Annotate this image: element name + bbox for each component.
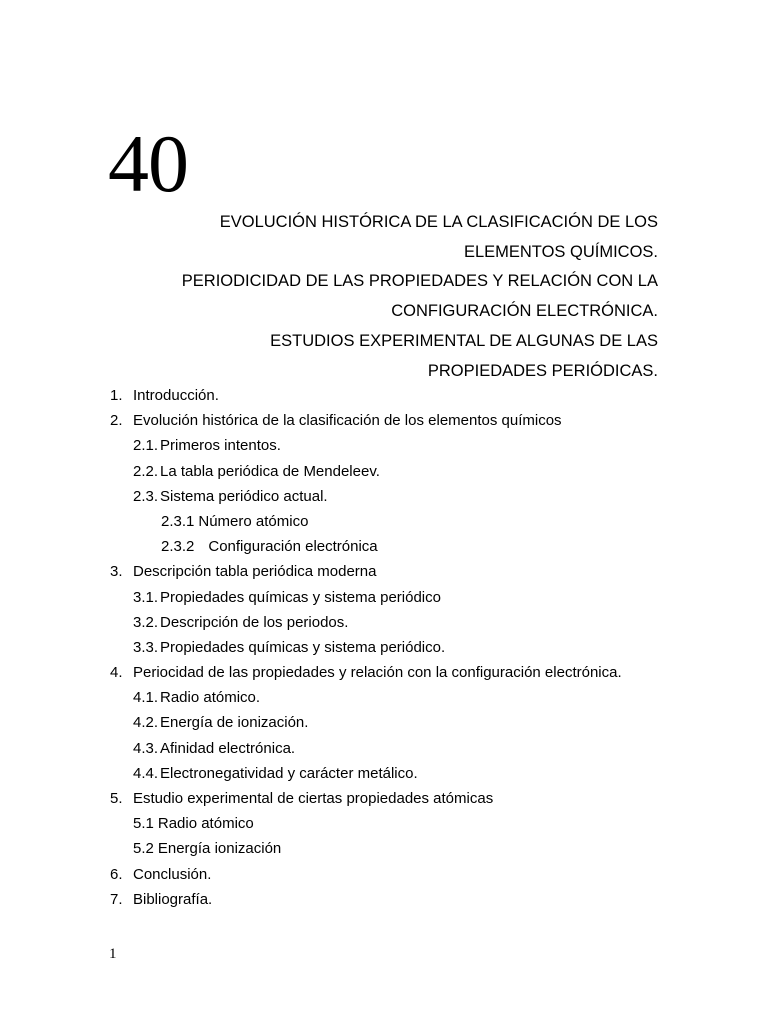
- toc-item-number: 3.3.: [133, 638, 159, 656]
- toc-subitem: [110, 736, 710, 761]
- toc-item-number: 3.: [110, 563, 123, 581]
- toc-item-number: 3.2.: [133, 613, 159, 631]
- toc-subitem: [110, 484, 710, 509]
- toc-item: [110, 559, 710, 584]
- toc-subitem: [110, 685, 710, 710]
- toc-item-number: 5.2: [133, 840, 154, 858]
- toc-item-number: 3.1.: [133, 588, 159, 606]
- toc-item-number: 7.: [110, 890, 123, 908]
- document-title: [110, 208, 658, 386]
- toc-item: [110, 862, 710, 887]
- toc-item-text: Propiedades químicas y sistema periódico: [160, 588, 441, 606]
- toc-item-text: Configuración electrónica: [208, 538, 378, 556]
- toc-subitem: [110, 761, 710, 786]
- toc-item: [110, 383, 710, 408]
- toc-item-text: Sistema periódico actual.: [160, 487, 328, 505]
- title-line: CONFIGURACIÓN ELECTRÓNICA.: [391, 302, 658, 321]
- toc-item-text: Introducción.: [133, 387, 219, 404]
- toc-subitem: [110, 836, 710, 861]
- toc-item-text: Energía de ionización.: [160, 714, 309, 732]
- toc-subitem: [110, 635, 710, 660]
- title-line: ESTUDIOS EXPERIMENTAL DE ALGUNAS DE LAS: [270, 331, 658, 350]
- toc-item-number: 2.2.: [133, 462, 159, 480]
- toc-subitem: [110, 459, 710, 484]
- toc-item-number: 5.: [110, 790, 123, 807]
- toc-item-text: Periocidad de las propiedades y relación con la configuración electrónica.: [133, 664, 622, 682]
- toc-item-text: Conclusión.: [133, 865, 212, 883]
- toc-item-number: 5.1: [133, 815, 154, 833]
- toc-item-text: Descripción de los periodos.: [160, 613, 349, 631]
- title-line: EVOLUCIÓN HISTÓRICA DE LA CLASIFICACIÓN DE LOS: [219, 213, 658, 231]
- toc-item-text: La tabla periódica de Mendeleev.: [160, 462, 380, 480]
- toc-item: [110, 660, 710, 685]
- toc-item-text: Primeros intentos.: [160, 437, 281, 455]
- toc-item-number: 2.: [110, 412, 123, 430]
- toc-item-number: 4.: [110, 664, 123, 682]
- toc-item-text: Descripción tabla periódica moderna: [133, 563, 377, 581]
- toc-item-text: Radio atómico.: [160, 689, 261, 707]
- title-line: ELEMENTOS QUÍMICOS.: [463, 242, 658, 261]
- toc-item-text: Radio atómico: [157, 815, 254, 833]
- toc-item-text: Bibliografía.: [133, 890, 213, 908]
- toc-item-text: Propiedades químicas y sistema periódico.: [160, 638, 446, 656]
- toc-item-number: 2.3.: [133, 487, 159, 505]
- toc-subitem: [110, 811, 710, 836]
- toc-subitem: [110, 710, 710, 735]
- toc-item-number: 4.1.: [133, 689, 159, 707]
- toc-item-number: 2.1.: [133, 437, 159, 455]
- toc-item-text: Evolución histórica de la clasificación de los elementos químicos: [133, 412, 562, 430]
- toc-item-text: Estudio experimental de ciertas propiedades atómicas: [133, 790, 494, 807]
- toc-subsubitem: [110, 534, 710, 559]
- toc-subitem: [110, 585, 710, 610]
- toc-item-text: Energía ionización: [157, 840, 282, 858]
- toc-item-text: Afinidad electrónica.: [160, 739, 296, 757]
- toc-item-text: Número atómico: [198, 512, 309, 530]
- toc-item-text: Electronegatividad y carácter metálico.: [160, 764, 418, 782]
- toc-item: [110, 408, 710, 433]
- toc-subitem: [110, 610, 710, 635]
- toc-item-number: 4.4.: [133, 764, 159, 782]
- toc-item: [110, 786, 710, 811]
- toc-item-number: 2.3.1: [161, 512, 195, 530]
- toc-item-number: 4.2.: [133, 714, 159, 732]
- title-line: PROPIEDADES PERIÓDICAS.: [427, 361, 658, 380]
- toc-item-number: 1.: [110, 387, 123, 404]
- toc-item-number: 6.: [110, 865, 123, 883]
- page-number: 1: [109, 946, 117, 962]
- topic-number: 40: [108, 118, 188, 209]
- toc-item-number: 2.3.2: [161, 538, 195, 556]
- toc-subitem: [110, 433, 710, 458]
- toc-subsubitem: [110, 509, 710, 534]
- toc-item-number: 4.3.: [133, 739, 159, 757]
- title-line: PERIODICIDAD DE LAS PROPIEDADES Y RELACIÓN CON LA: [181, 272, 658, 291]
- toc-item: [110, 887, 710, 912]
- table-of-contents: [110, 383, 710, 912]
